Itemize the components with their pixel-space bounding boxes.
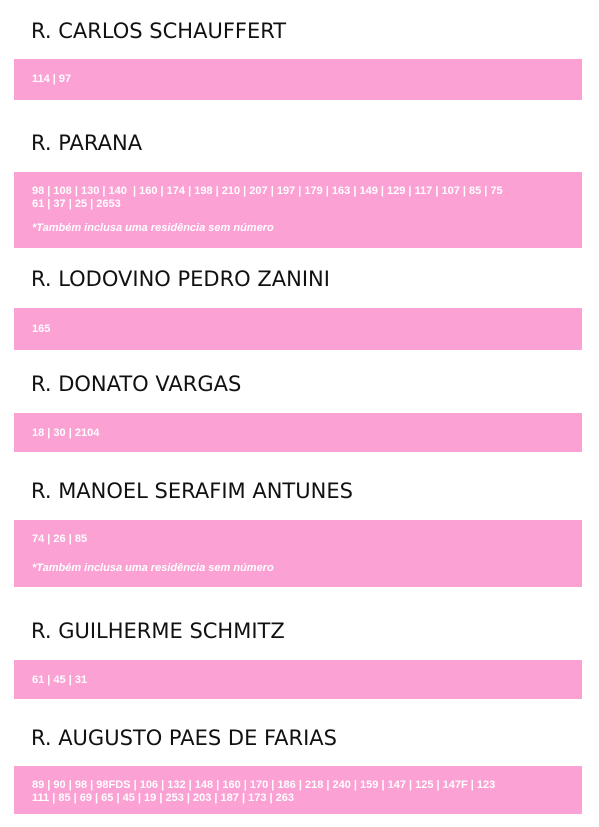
- house-numbers: 111 | 85 | 69 | 65 | 45 | 19 | 253 | 203 | 187 | 173 | 263: [32, 792, 294, 804]
- street-title: R. AUGUSTO PAES DE FARIAS: [31, 726, 338, 750]
- house-numbers: 114 | 97: [32, 73, 72, 85]
- street-numbers-box: [14, 766, 582, 814]
- street-title: R. PARANA: [31, 131, 143, 155]
- house-numbers: 98 | 108 | 130 | 140 | 160 | 174 | 198 | 210 | 207 | 197 | 179 | 163 | 149 | 129 | 117 | 107 | 85 | 75: [32, 185, 503, 197]
- street-title: R. LODOVINO PEDRO ZANINI: [31, 267, 330, 291]
- street-numbers-box: [14, 59, 582, 100]
- street-numbers-box: [14, 520, 582, 587]
- house-numbers: 18 | 30 | 2104: [32, 427, 100, 439]
- house-numbers: 89 | 90 | 98 | 98FDS | 106 | 132 | 148 | 160 | 170 | 186 | 218 | 240 | 159 | 147 | 125 | 147F | 123: [32, 779, 496, 791]
- street-title: R. GUILHERME SCHMITZ: [31, 619, 285, 643]
- street-title: R. CARLOS SCHAUFFERT: [31, 19, 287, 43]
- street-title: R. MANOEL SERAFIM ANTUNES: [31, 479, 353, 503]
- street-numbers-box: [14, 172, 582, 248]
- street-numbers-box: [14, 660, 582, 699]
- note-text: *Também inclusa uma residência sem número: [32, 562, 274, 574]
- house-numbers: 61 | 45 | 31: [32, 674, 88, 686]
- street-numbers-box: [14, 413, 582, 452]
- house-numbers: 165: [32, 323, 51, 335]
- house-numbers: 74 | 26 | 85: [32, 533, 88, 545]
- street-title: R. DONATO VARGAS: [31, 372, 242, 396]
- house-numbers: 61 | 37 | 25 | 2653: [32, 198, 121, 210]
- street-numbers-box: [14, 308, 582, 350]
- note-text: *Também inclusa uma residência sem número: [32, 222, 274, 234]
